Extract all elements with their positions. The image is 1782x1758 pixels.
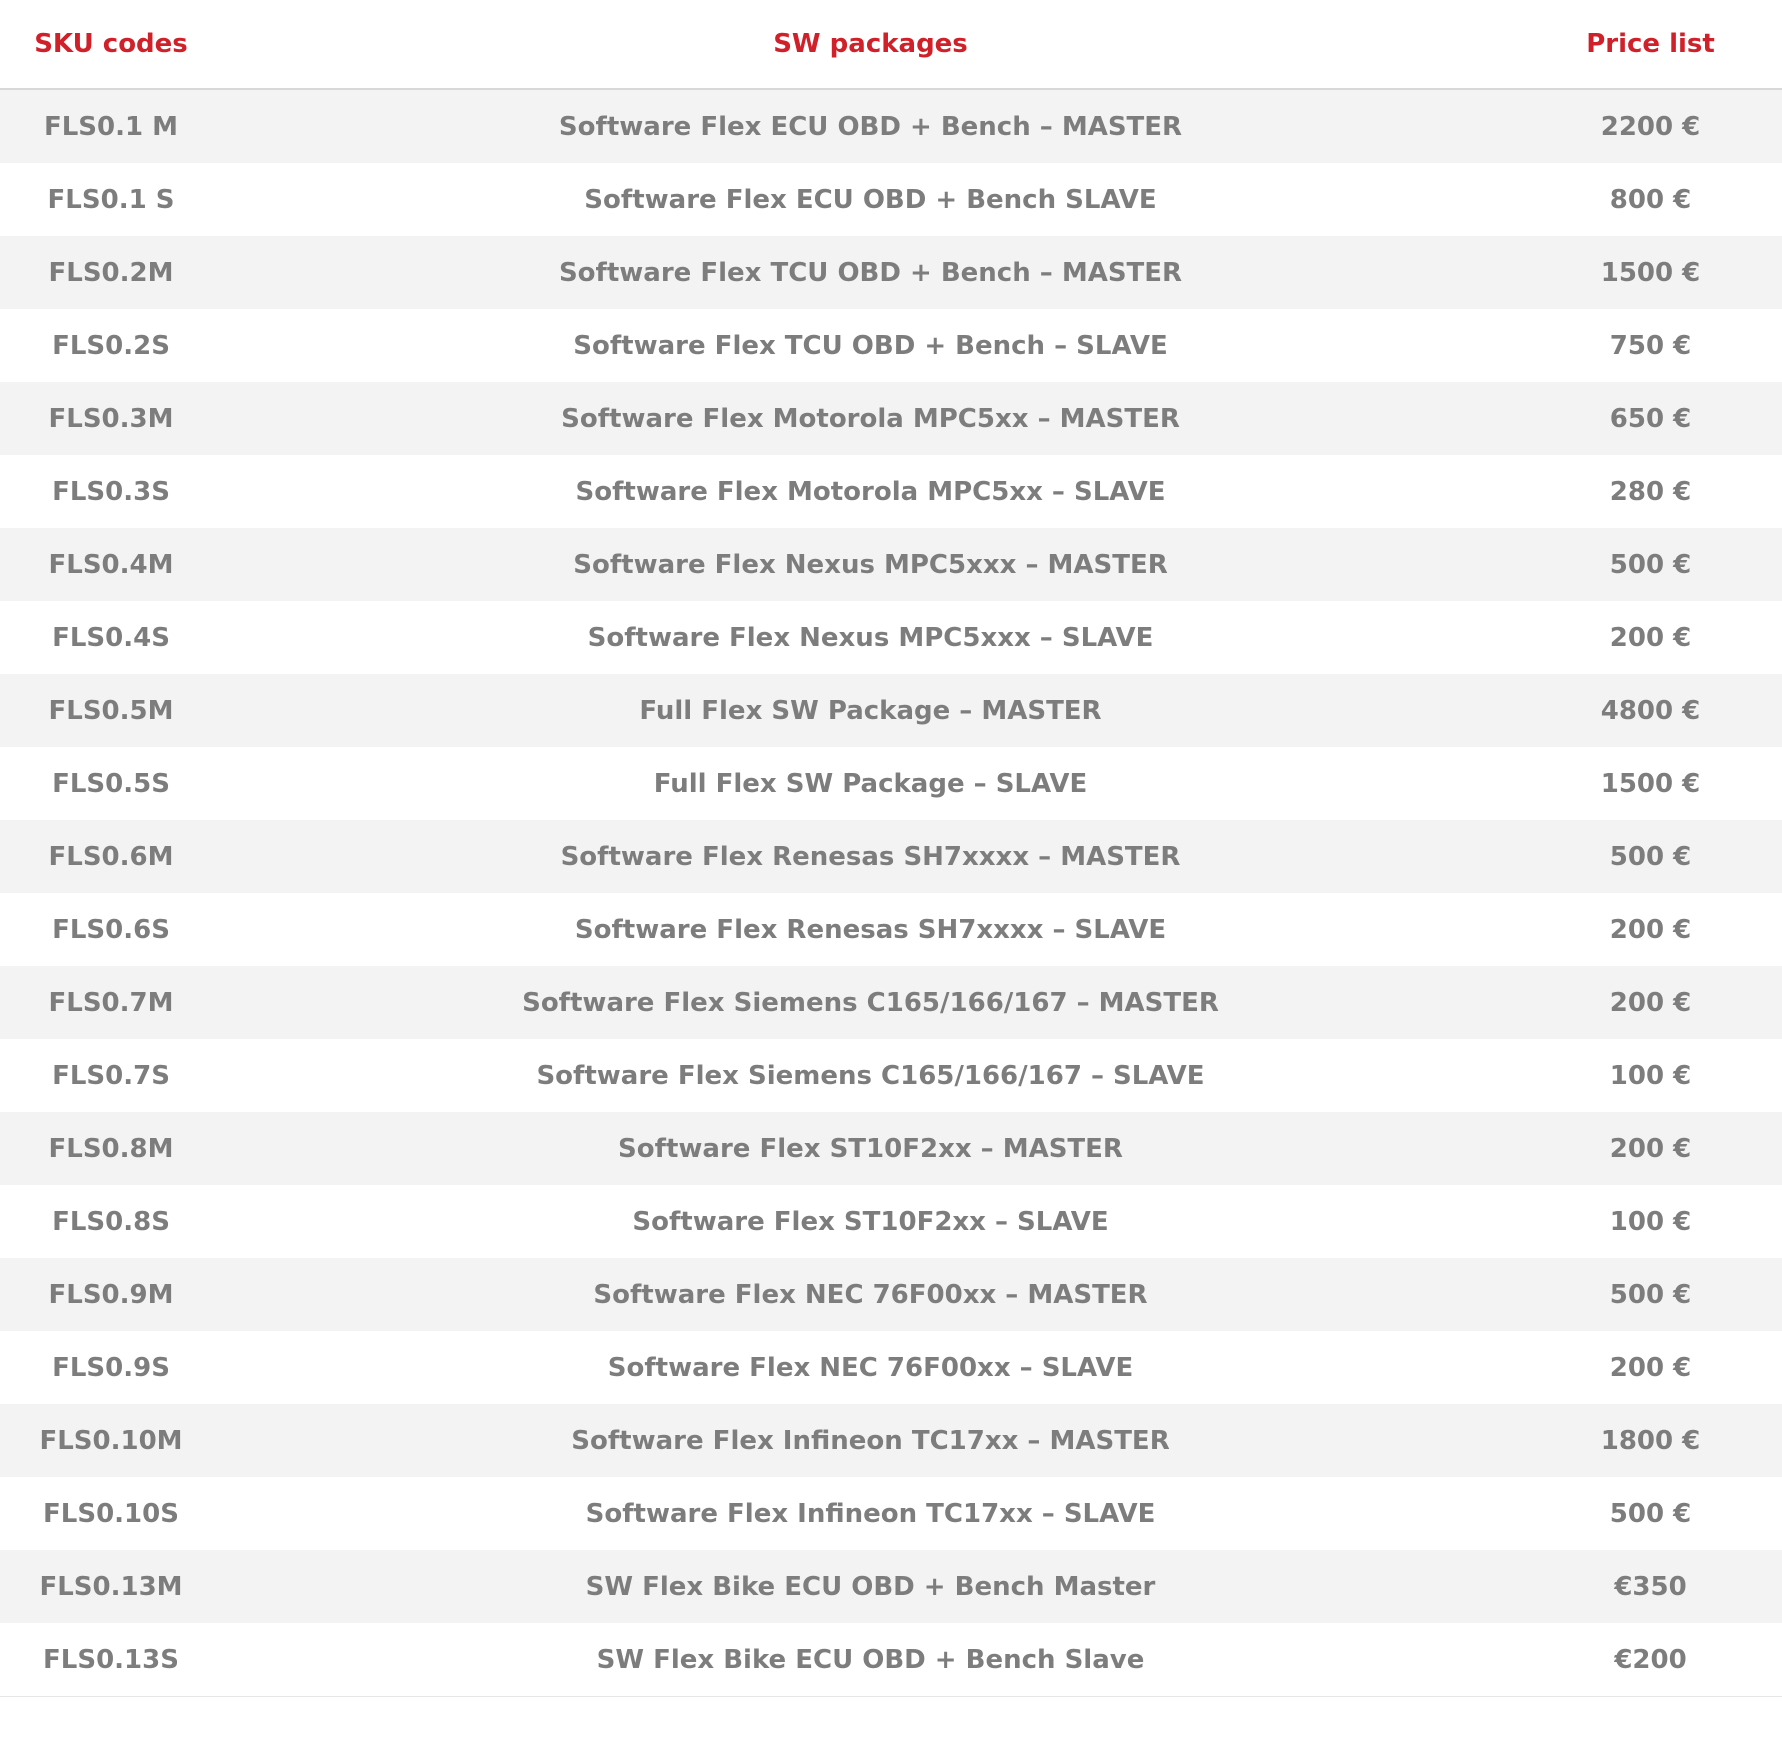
package-cell: Software Flex ST10F2xx – MASTER xyxy=(222,1112,1519,1185)
sku-cell: FLS0.2M xyxy=(0,236,222,309)
table-row xyxy=(0,309,1782,382)
package-cell: Software Flex TCU OBD + Bench – MASTER xyxy=(222,236,1519,309)
package-cell: Software Flex ECU OBD + Bench – MASTER xyxy=(222,89,1519,163)
package-cell: Software Flex Infineon TC17xx – MASTER xyxy=(222,1404,1519,1477)
package-cell: SW Flex Bike ECU OBD + Bench Slave xyxy=(222,1623,1519,1697)
price-cell: 200 € xyxy=(1519,893,1782,966)
sku-cell: FLS0.3S xyxy=(0,455,222,528)
header-sku-codes: SKU codes xyxy=(0,0,222,89)
price-cell: 750 € xyxy=(1519,309,1782,382)
price-cell: 200 € xyxy=(1519,966,1782,1039)
package-cell: Full Flex SW Package – MASTER xyxy=(222,674,1519,747)
package-cell: Software Flex Nexus MPC5xxx – MASTER xyxy=(222,528,1519,601)
price-cell: €350 xyxy=(1519,1550,1782,1623)
package-cell: Software Flex TCU OBD + Bench – SLAVE xyxy=(222,309,1519,382)
sku-cell: FLS0.5S xyxy=(0,747,222,820)
sku-cell: FLS0.4S xyxy=(0,601,222,674)
sku-cell: FLS0.8M xyxy=(0,1112,222,1185)
package-cell: SW Flex Bike ECU OBD + Bench Master xyxy=(222,1550,1519,1623)
header-price-list: Price list xyxy=(1519,0,1782,89)
price-cell: 200 € xyxy=(1519,1112,1782,1185)
price-cell: 500 € xyxy=(1519,528,1782,601)
table-row xyxy=(0,1112,1782,1185)
header-row xyxy=(0,0,1782,89)
sku-cell: FLS0.3M xyxy=(0,382,222,455)
table-row xyxy=(0,1550,1782,1623)
price-cell: 500 € xyxy=(1519,820,1782,893)
table-row xyxy=(0,1623,1782,1697)
header-sw-packages: SW packages xyxy=(222,0,1519,89)
sku-cell: FLS0.6M xyxy=(0,820,222,893)
sku-cell: FLS0.9S xyxy=(0,1331,222,1404)
sku-cell: FLS0.4M xyxy=(0,528,222,601)
price-cell: 1500 € xyxy=(1519,236,1782,309)
price-cell: 800 € xyxy=(1519,163,1782,236)
table-row xyxy=(0,747,1782,820)
table-row xyxy=(0,893,1782,966)
table-row xyxy=(0,966,1782,1039)
table-row xyxy=(0,89,1782,163)
table-row xyxy=(0,1185,1782,1258)
table-row xyxy=(0,1404,1782,1477)
package-cell: Software Flex Infineon TC17xx – SLAVE xyxy=(222,1477,1519,1550)
table-row xyxy=(0,1258,1782,1331)
price-cell: 280 € xyxy=(1519,455,1782,528)
price-cell: 500 € xyxy=(1519,1258,1782,1331)
sku-cell: FLS0.13M xyxy=(0,1550,222,1623)
price-cell: 2200 € xyxy=(1519,89,1782,163)
sku-cell: FLS0.1 M xyxy=(0,89,222,163)
package-cell: Software Flex Siemens C165/166/167 – MASTER xyxy=(222,966,1519,1039)
table-body xyxy=(0,89,1782,1697)
package-cell: Software Flex ST10F2xx – SLAVE xyxy=(222,1185,1519,1258)
price-cell: 200 € xyxy=(1519,1331,1782,1404)
price-cell: 4800 € xyxy=(1519,674,1782,747)
sku-cell: FLS0.8S xyxy=(0,1185,222,1258)
package-cell: Software Flex Nexus MPC5xxx – SLAVE xyxy=(222,601,1519,674)
price-cell: 100 € xyxy=(1519,1185,1782,1258)
package-cell: Software Flex Renesas SH7xxxx – MASTER xyxy=(222,820,1519,893)
table-row xyxy=(0,820,1782,893)
sku-cell: FLS0.10S xyxy=(0,1477,222,1550)
table-row xyxy=(0,1331,1782,1404)
package-cell: Software Flex Motorola MPC5xx – SLAVE xyxy=(222,455,1519,528)
table-row xyxy=(0,382,1782,455)
price-cell: €200 xyxy=(1519,1623,1782,1697)
sku-cell: FLS0.6S xyxy=(0,893,222,966)
package-cell: Software Flex Renesas SH7xxxx – SLAVE xyxy=(222,893,1519,966)
price-cell: 200 € xyxy=(1519,601,1782,674)
table-row xyxy=(0,1039,1782,1112)
table-header xyxy=(0,0,1782,89)
sku-cell: FLS0.13S xyxy=(0,1623,222,1697)
package-cell: Software Flex NEC 76F00xx – SLAVE xyxy=(222,1331,1519,1404)
package-cell: Full Flex SW Package – SLAVE xyxy=(222,747,1519,820)
table-row xyxy=(0,1477,1782,1550)
package-cell: Software Flex NEC 76F00xx – MASTER xyxy=(222,1258,1519,1331)
price-cell: 100 € xyxy=(1519,1039,1782,1112)
table-row xyxy=(0,674,1782,747)
price-cell: 500 € xyxy=(1519,1477,1782,1550)
sku-cell: FLS0.10M xyxy=(0,1404,222,1477)
table-row xyxy=(0,455,1782,528)
price-cell: 650 € xyxy=(1519,382,1782,455)
price-cell: 1500 € xyxy=(1519,747,1782,820)
table-row xyxy=(0,236,1782,309)
table-row xyxy=(0,163,1782,236)
sku-cell: FLS0.1 S xyxy=(0,163,222,236)
table-row xyxy=(0,528,1782,601)
package-cell: Software Flex ECU OBD + Bench SLAVE xyxy=(222,163,1519,236)
sku-cell: FLS0.7M xyxy=(0,966,222,1039)
package-cell: Software Flex Motorola MPC5xx – MASTER xyxy=(222,382,1519,455)
sku-cell: FLS0.9M xyxy=(0,1258,222,1331)
table-row xyxy=(0,601,1782,674)
sku-cell: FLS0.2S xyxy=(0,309,222,382)
price-cell: 1800 € xyxy=(1519,1404,1782,1477)
sku-cell: FLS0.5M xyxy=(0,674,222,747)
sku-cell: FLS0.7S xyxy=(0,1039,222,1112)
package-cell: Software Flex Siemens C165/166/167 – SLAVE xyxy=(222,1039,1519,1112)
